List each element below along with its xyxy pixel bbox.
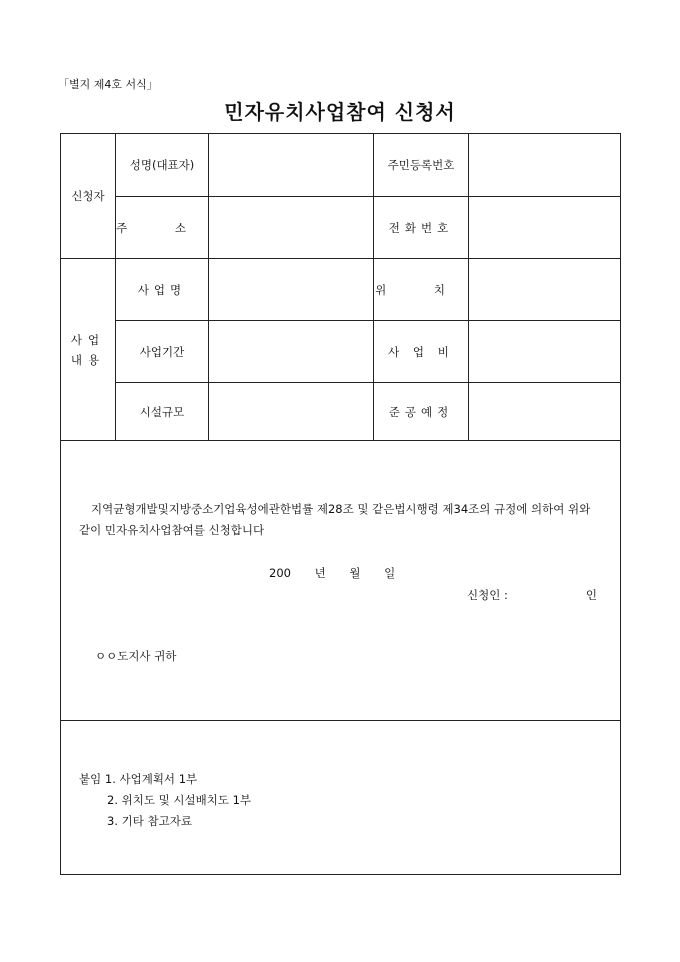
date-line[interactable]: 200 년 월 일 [269, 566, 396, 580]
applicant-section-header: 신청자 [61, 134, 116, 259]
period-field[interactable] [209, 321, 374, 383]
project-name-label: 사업명 [116, 259, 209, 321]
address-field[interactable] [209, 197, 374, 259]
application-form-table [60, 133, 621, 875]
cost-field[interactable] [469, 321, 621, 383]
location-label: 위 치 [374, 259, 469, 321]
location-field[interactable] [469, 259, 621, 321]
declaration-text: 지역균형개발및지방중소기업육성에관한법률 제28조 및 같은법시행령 제34조의 규정에 의하여 위와 같이 민자유치사업참여를 신청합니다 [79, 502, 591, 537]
scale-label: 시설규모 [116, 383, 209, 441]
attachment-item-1: 붙임 1. 사업계획서 1부 [79, 772, 198, 786]
completion-label: 준공예정 [374, 383, 469, 441]
applicant-signature-line [467, 587, 597, 603]
applicant-label: 신청인 : [467, 588, 508, 602]
attachments-list [79, 769, 251, 832]
project-name-field[interactable] [209, 259, 374, 321]
attachments-section [61, 721, 621, 875]
addressee: ㅇㅇ도지사 귀하 [95, 649, 177, 663]
phone-field[interactable] [469, 197, 621, 259]
phone-label: 전화번호 [374, 197, 469, 259]
completion-field[interactable] [469, 383, 621, 441]
declaration-section [61, 441, 621, 721]
address-label: 주 소 [116, 197, 209, 259]
period-label: 사업기간 [116, 321, 209, 383]
name-label: 성명(대표자) [116, 134, 209, 197]
page-title: 민자유치사업참여 신청서 [224, 100, 456, 124]
business-header-line1: 사업 [70, 332, 106, 347]
form-number-label: 「별지 제4호 서식」 [58, 78, 158, 91]
attachment-item-3: 3. 기타 참고자료 [107, 814, 192, 828]
rrn-label: 주민등록번호 [374, 134, 469, 197]
seal-mark[interactable]: 인 [585, 588, 597, 602]
business-section-header [61, 259, 116, 441]
cost-label: 사 업 비 [374, 321, 469, 383]
attachment-item-2: 2. 위치도 및 시설배치도 1부 [107, 793, 251, 807]
name-field[interactable] [209, 134, 374, 197]
scale-field[interactable] [209, 383, 374, 441]
business-header-line2: 내용 [70, 352, 106, 367]
rrn-field[interactable] [469, 134, 621, 197]
